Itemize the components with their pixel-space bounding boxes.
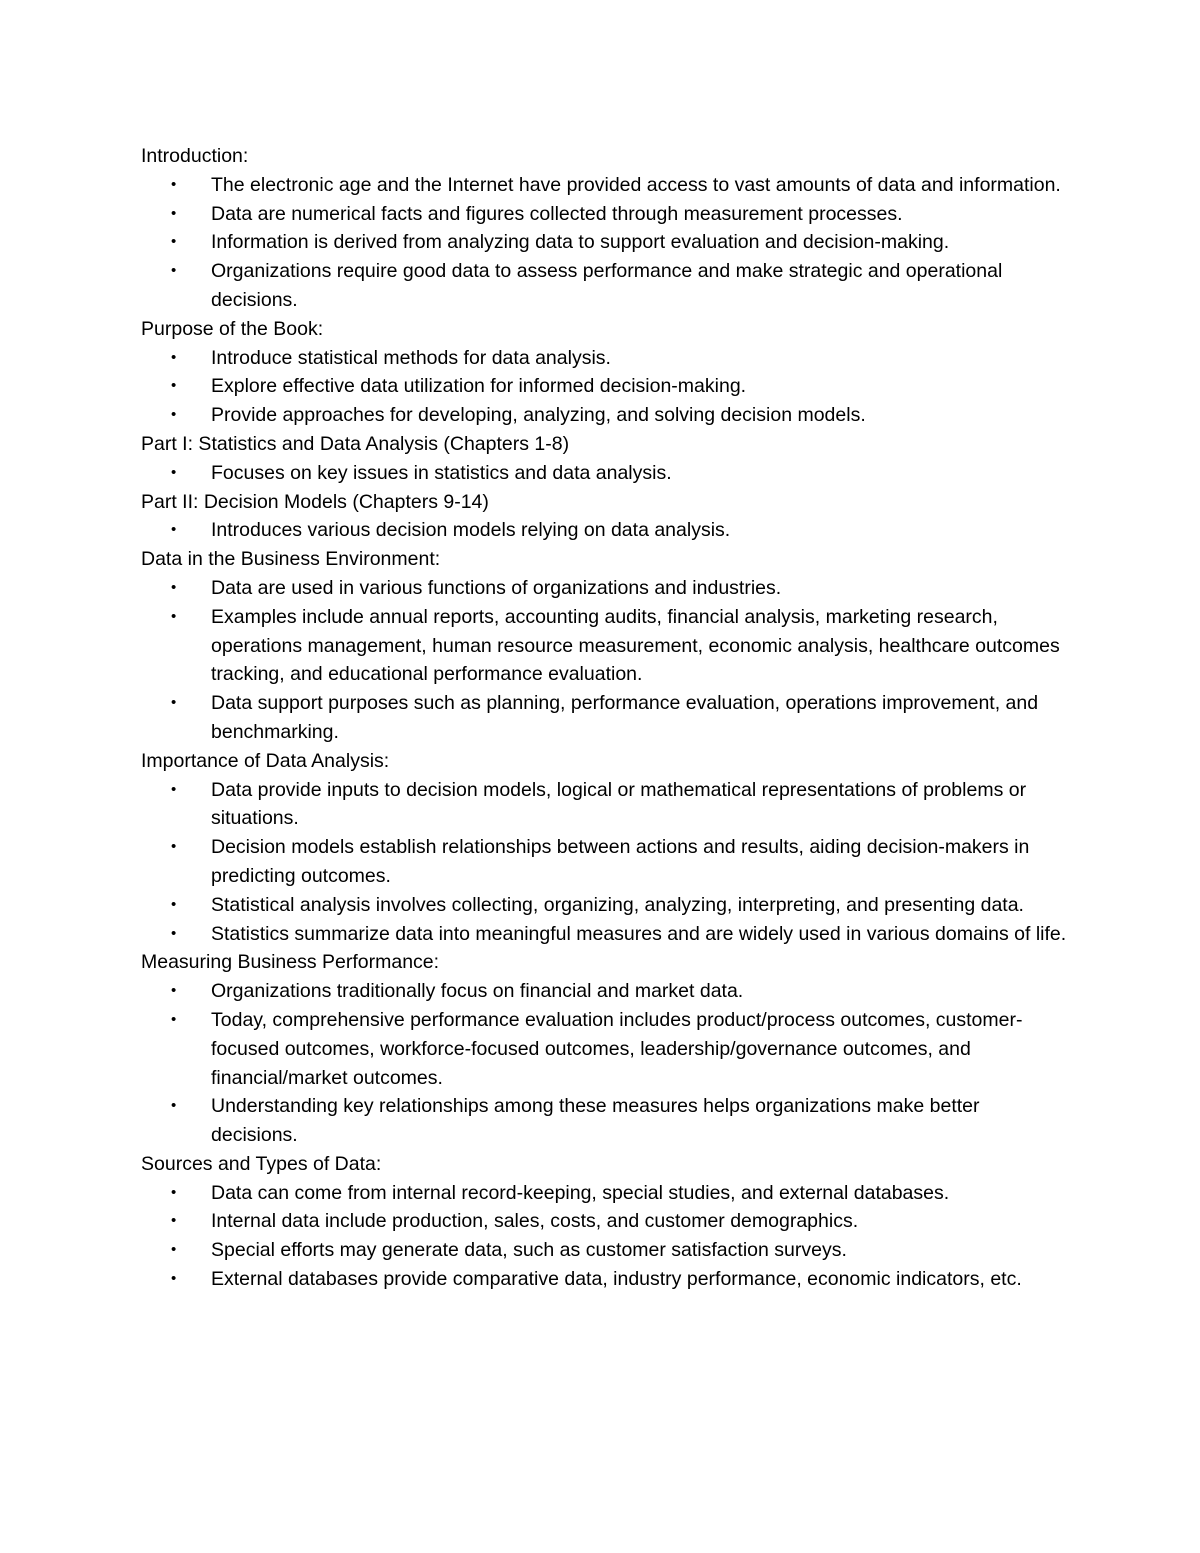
bullet-item — [141, 603, 1071, 689]
bullet-item — [141, 1006, 1071, 1092]
bullet-text: Focuses on key issues in statistics and data analysis. — [211, 461, 672, 484]
bullet-item — [141, 920, 1071, 949]
bullet-text: Introduces various decision models relying on data analysis. — [211, 519, 731, 542]
bullet-item — [141, 171, 1071, 200]
bullet-icon: • — [171, 521, 177, 539]
bullet-item — [141, 1179, 1071, 1208]
bullet-item — [141, 689, 1071, 747]
bullet-item — [141, 833, 1071, 891]
bullet-item — [141, 891, 1071, 920]
bullet-text: Introduce statistical methods for data analysis. — [211, 346, 611, 369]
bullet-icon: • — [171, 175, 177, 193]
bullet-icon: • — [171, 578, 177, 596]
bullet-icon: • — [171, 1097, 177, 1115]
bullet-text: Statistics summarize data into meaningful measures and are widely used in various domains of life. — [211, 922, 1067, 945]
bullet-text: Understanding key relationships among these measures helps organizations make better decisions. — [211, 1095, 980, 1147]
bullet-icon: • — [171, 780, 177, 798]
section-heading: Sources and Types of Data: — [141, 1152, 382, 1175]
bullet-text: Internal data include production, sales, costs, and customer demographics. — [211, 1210, 859, 1233]
bullet-item — [141, 401, 1071, 430]
bullet-text: Examples include annual reports, accounting audits, financial analysis, marketing research, operations management, human resource measurement, economic analysis, healthcare outcomes tracking, and educational performance evaluation. — [211, 605, 1060, 686]
bullet-icon: • — [171, 463, 177, 481]
bullet-item — [141, 372, 1071, 401]
bullet-item — [141, 574, 1071, 603]
bullet-icon: • — [171, 1010, 177, 1028]
bullet-text: External databases provide comparative data, industry performance, economic indicators, etc. — [211, 1268, 1022, 1291]
bullet-text: Data support purposes such as planning, performance evaluation, operations improvement, and benchmarking. — [211, 692, 1039, 743]
bullet-icon: • — [171, 1270, 177, 1288]
section-heading: Part II: Decision Models (Chapters 9-14) — [141, 490, 489, 513]
bullet-list — [141, 171, 1071, 315]
bullet-icon: • — [171, 895, 177, 913]
bullet-text: Special efforts may generate data, such as customer satisfaction surveys. — [211, 1239, 847, 1262]
bullet-icon: • — [171, 1183, 177, 1201]
bullet-icon: • — [171, 233, 177, 251]
bullet-item — [141, 459, 1071, 488]
section-heading: Importance of Data Analysis: — [141, 749, 390, 772]
section-heading: Introduction: — [141, 145, 249, 167]
bullet-icon: • — [171, 377, 177, 395]
bullet-list — [141, 977, 1071, 1150]
bullet-text: The electronic age and the Internet have provided access to vast amounts of data and information. — [211, 173, 1061, 196]
bullet-text: Organizations require good data to assess performance and make strategic and operational decisions. — [211, 260, 1003, 311]
bullet-icon: • — [171, 838, 177, 856]
bullet-list — [141, 1179, 1071, 1294]
bullet-icon: • — [171, 262, 177, 280]
bullet-text: Data can come from internal record-keeping, special studies, and external databases. — [211, 1181, 950, 1204]
section-heading: Measuring Business Performance: — [141, 951, 440, 974]
bullet-icon: • — [171, 607, 177, 625]
bullet-icon: • — [171, 348, 177, 366]
bullet-icon: • — [171, 982, 177, 1000]
bullet-text: Information is derived from analyzing data to support evaluation and decision-making. — [211, 231, 950, 254]
bullet-list — [141, 459, 1071, 488]
bullet-text: Data are numerical facts and figures collected through measurement processes. — [211, 202, 903, 225]
document-page — [141, 142, 1071, 1294]
bullet-list — [141, 344, 1071, 430]
bullet-icon: • — [171, 406, 177, 424]
bullet-text: Organizations traditionally focus on financial and market data. — [211, 980, 744, 1003]
bullet-item — [141, 1265, 1071, 1294]
bullet-item — [141, 344, 1071, 373]
bullet-list — [141, 516, 1071, 545]
bullet-icon: • — [171, 924, 177, 942]
bullet-icon: • — [171, 204, 177, 222]
bullet-text: Today, comprehensive performance evaluation includes product/process outcomes, customer-focused outcomes, workforce-focused outcomes, leadership/governance outcomes, and financial/market outcomes. — [211, 1008, 1023, 1089]
bullet-text: Decision models establish relationships between actions and results, aiding decision-makers in predicting outcomes. — [211, 836, 1030, 887]
bullet-item — [141, 776, 1071, 834]
bullet-item — [141, 1092, 1071, 1150]
bullet-item — [141, 1207, 1071, 1236]
bullet-text: Explore effective data utilization for informed decision-making. — [211, 375, 747, 398]
bullet-item — [141, 977, 1071, 1006]
bullet-item — [141, 1236, 1071, 1265]
bullet-item — [141, 516, 1071, 545]
section-heading: Data in the Business Environment: — [141, 548, 441, 571]
bullet-list — [141, 574, 1071, 747]
bullet-text: Data provide inputs to decision models, logical or mathematical representations of problems or situations. — [211, 778, 1027, 830]
bullet-text: Statistical analysis involves collecting, organizing, analyzing, interpreting, and presenting data. — [211, 893, 1024, 916]
bullet-item — [141, 200, 1071, 229]
section-heading: Purpose of the Book: — [141, 317, 324, 340]
bullet-item — [141, 257, 1071, 315]
bullet-text: Data are used in various functions of organizations and industries. — [211, 576, 782, 599]
bullet-icon: • — [171, 1241, 177, 1259]
bullet-list — [141, 776, 1071, 949]
bullet-icon: • — [171, 694, 177, 712]
bullet-item — [141, 228, 1071, 257]
bullet-icon: • — [171, 1212, 177, 1230]
bullet-text: Provide approaches for developing, analyzing, and solving decision models. — [211, 404, 866, 427]
section-heading: Part I: Statistics and Data Analysis (Chapters 1-8) — [141, 432, 570, 455]
